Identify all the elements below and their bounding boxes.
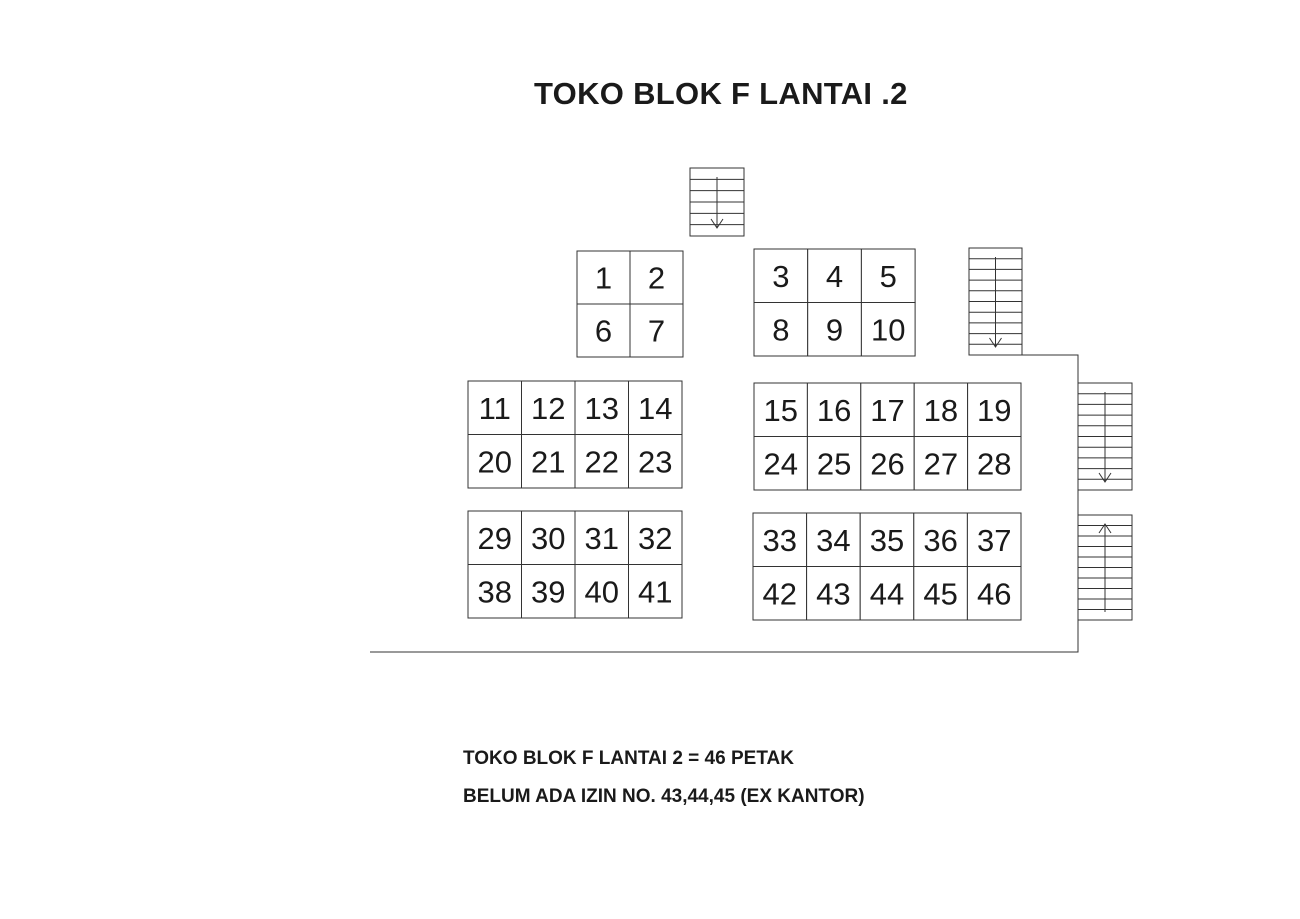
shop-unit-number: 20 xyxy=(477,444,512,480)
shop-unit-number: 4 xyxy=(825,258,844,294)
stair-right-upper-icon xyxy=(969,248,1022,355)
shop-unit-number: 42 xyxy=(762,576,798,612)
shop-unit xyxy=(914,513,968,567)
shop-unit xyxy=(753,567,807,621)
shop-unit-number: 1 xyxy=(594,260,613,296)
shop-unit xyxy=(575,435,629,489)
shop-unit-number: 35 xyxy=(869,522,905,558)
shop-unit xyxy=(754,303,808,357)
shop-unit xyxy=(914,437,967,491)
shop-unit-number: 43 xyxy=(816,576,851,612)
note-total-units: TOKO BLOK F LANTAI 2 = 46 PETAK xyxy=(463,748,794,769)
shop-unit-number: 29 xyxy=(477,520,512,556)
shop-unit xyxy=(914,383,967,437)
shop-unit xyxy=(754,437,807,491)
shop-unit-number: 22 xyxy=(584,444,619,480)
shop-unit-number: 40 xyxy=(584,574,619,610)
shop-unit-number: 31 xyxy=(584,520,619,556)
shop-unit xyxy=(468,381,522,435)
shop-unit xyxy=(522,381,576,435)
shop-unit xyxy=(754,249,808,303)
boundary-line xyxy=(969,355,1078,383)
shop-unit-number: 10 xyxy=(871,312,906,348)
shop-unit xyxy=(967,567,1021,621)
shop-unit-number: 27 xyxy=(923,446,959,482)
shop-unit-number: 12 xyxy=(531,390,566,426)
shop-unit-number: 18 xyxy=(923,392,959,428)
shop-unit-number: 8 xyxy=(772,312,790,348)
shop-unit-number: 39 xyxy=(531,574,566,610)
shop-unit xyxy=(630,304,683,357)
shop-unit-number: 15 xyxy=(763,392,798,428)
shop-unit-number: 24 xyxy=(763,446,798,482)
shop-unit-number: 5 xyxy=(879,258,897,294)
shop-unit-number: 41 xyxy=(638,574,673,610)
shop-unit xyxy=(577,304,630,357)
shop-unit xyxy=(629,435,683,489)
boundary-line xyxy=(370,620,1078,652)
shop-unit xyxy=(807,437,860,491)
shop-unit-number: 7 xyxy=(647,313,666,349)
shop-unit-number: 2 xyxy=(647,260,666,296)
shop-unit xyxy=(808,249,862,303)
shop-unit-number: 11 xyxy=(478,390,511,426)
shop-unit xyxy=(860,567,914,621)
note-permit: BELUM ADA IZIN NO. 43,44,45 (EX KANTOR) xyxy=(463,786,865,807)
shop-unit-number: 9 xyxy=(825,312,844,348)
shop-unit-number: 26 xyxy=(870,446,905,482)
shop-unit xyxy=(914,567,968,621)
shop-unit-number: 45 xyxy=(923,576,958,612)
shop-unit-number: 30 xyxy=(531,520,566,556)
shop-unit xyxy=(808,303,862,357)
stair-top-icon xyxy=(690,168,744,236)
shop-unit xyxy=(807,567,861,621)
shop-blocks-layer xyxy=(468,249,1021,620)
shop-unit-number: 13 xyxy=(584,390,619,426)
shop-unit-number: 17 xyxy=(870,392,905,428)
shop-unit xyxy=(577,251,630,304)
shop-unit xyxy=(575,511,629,565)
shop-unit xyxy=(861,303,915,357)
shop-unit-number: 21 xyxy=(531,444,566,480)
shop-unit xyxy=(968,437,1021,491)
shop-unit xyxy=(629,565,683,619)
shop-unit-number: 6 xyxy=(594,313,613,349)
shop-unit xyxy=(575,381,629,435)
shop-unit xyxy=(754,383,807,437)
shop-unit-number: 19 xyxy=(977,392,1012,428)
block-f xyxy=(753,513,1021,620)
block-a xyxy=(577,251,683,357)
shop-unit xyxy=(753,513,807,567)
shop-unit xyxy=(522,435,576,489)
shop-unit xyxy=(522,511,576,565)
shop-unit xyxy=(807,383,860,437)
shop-unit-number: 46 xyxy=(976,576,1012,612)
shop-unit xyxy=(468,565,522,619)
block-c xyxy=(468,381,682,488)
shop-unit xyxy=(967,513,1021,567)
shop-unit xyxy=(860,513,914,567)
shop-unit-number: 3 xyxy=(772,258,790,294)
stair-right-middle-icon xyxy=(1078,383,1132,490)
shop-unit-number: 25 xyxy=(816,446,852,482)
shop-unit-number: 38 xyxy=(477,574,512,610)
shop-unit-number: 32 xyxy=(638,520,673,556)
stair-right-lower-icon xyxy=(1078,515,1132,620)
block-e xyxy=(468,511,682,618)
shop-unit-number: 37 xyxy=(976,522,1012,558)
shop-unit-number: 14 xyxy=(638,390,673,426)
shop-unit xyxy=(630,251,683,304)
shop-unit xyxy=(861,383,914,437)
block-b xyxy=(754,249,915,356)
shop-unit xyxy=(468,511,522,565)
shop-unit xyxy=(807,513,861,567)
page-title: TOKO BLOK F LANTAI .2 xyxy=(534,76,908,111)
shop-unit xyxy=(861,437,914,491)
shop-unit xyxy=(629,511,683,565)
shop-unit-number: 44 xyxy=(869,576,905,612)
shop-unit xyxy=(629,381,683,435)
shop-unit-number: 34 xyxy=(816,522,851,558)
block-d xyxy=(754,383,1021,490)
shop-unit-number: 23 xyxy=(638,444,673,480)
shop-unit xyxy=(968,383,1021,437)
shop-unit-number: 16 xyxy=(816,392,852,428)
shop-unit-number: 28 xyxy=(977,446,1012,482)
shop-unit-number: 33 xyxy=(762,522,798,558)
shop-unit-number: 36 xyxy=(923,522,958,558)
shop-unit xyxy=(522,565,576,619)
shop-unit xyxy=(468,435,522,489)
shop-unit xyxy=(861,249,915,303)
shop-unit xyxy=(575,565,629,619)
